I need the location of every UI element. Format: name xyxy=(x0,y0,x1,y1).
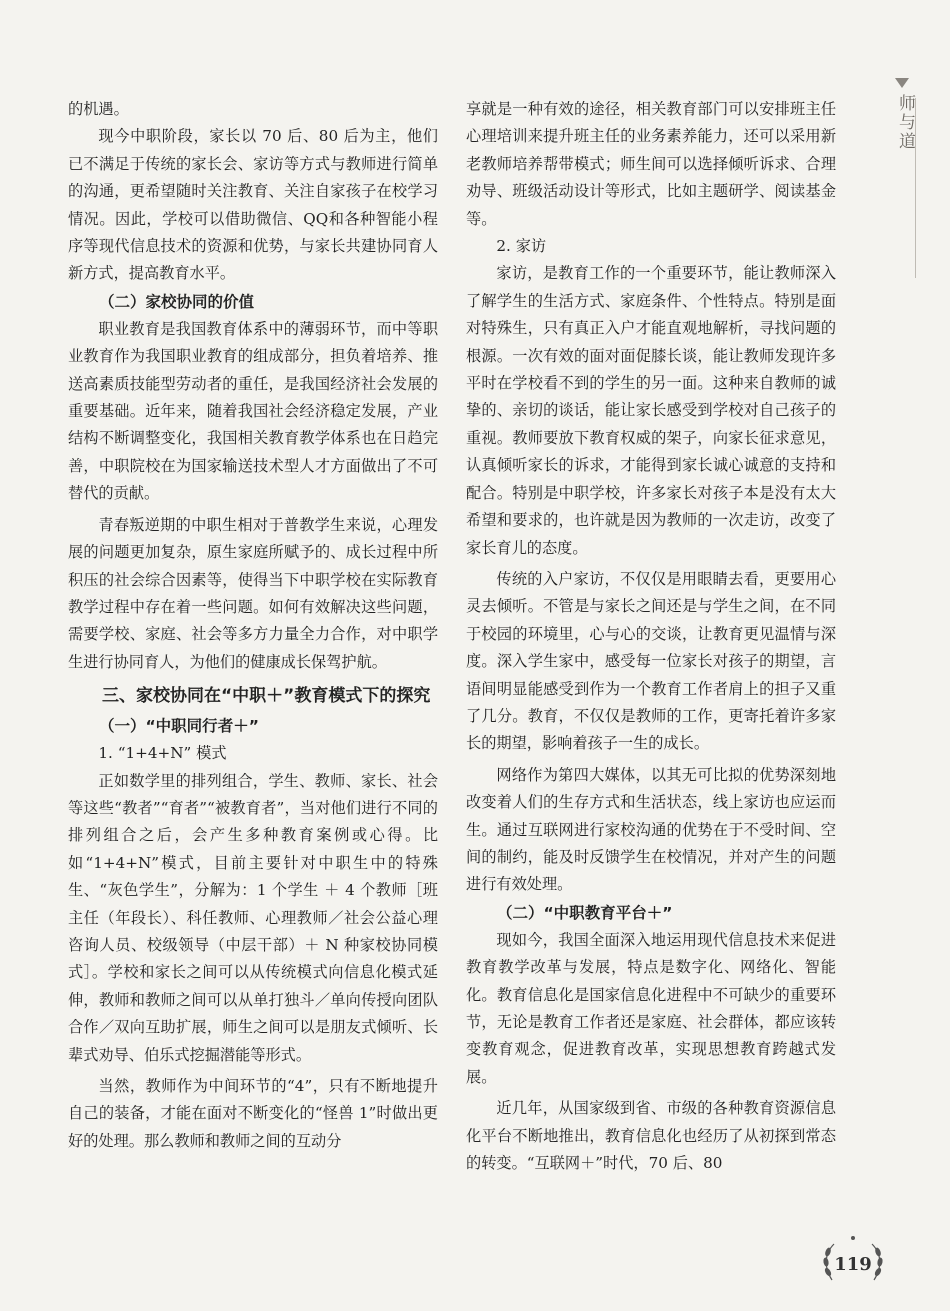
paragraph: 近几年，从国家级到省、市级的各种教育资源信息化平台不断地推出，教育信息化也经历了从初探到常态的转变。“互联网＋”时代，70 后、80 xyxy=(466,1099,836,1173)
page-number: 119 xyxy=(834,1254,872,1275)
paragraph: 现如今，我国全面深入地运用现代信息技术来促进教育教学改革与发展，特点是数字化、网络化、智能化。教育信息化是国家信息化进程中不可缺少的重要环节，无论是教育工作者还是家庭、社会群体，都应该转变教育观念，促进教育改革，实现思想教育跨越式发展。 xyxy=(466,930,836,1086)
paragraph: 青春叛逆期的中职生相对于普教学生来说，心理发展的问题更加复杂，原生家庭所赋予的、成长过程中所积压的社会综合因素等，使得当下中职学校在实际教育教学过程中存在着一些问题。如何有效解决这些问题，需要学校、家庭、社会等多方力量全力合作，对中职学生进行协同育人，为他们的健康成长保驾护航。 xyxy=(68,515,438,671)
paragraph: 享就是一种有效的途径，相关教育部门可以安排班主任心理培训来提升班主任的业务素养能力，还可以采用新老教师培养帮带模式；师生间可以选择倾听诉求、合理劝导、班级活动设计等形式，比如主题研学、阅读基金等。 xyxy=(466,100,836,228)
paragraph: 传统的入户家访，不仅仅是用眼睛去看，更要用心灵去倾听。不管是与家长之间还是与学生之间，在不同于校园的环境里，心与心的交谈，让教育更见温情与深度。深入学生家中，感受每一位家长对孩子的期望，言语间明显能感受到作为一个教育工作者肩上的担子又重了几分。教育，不仅仅是教师的工作，更寄托着许多家长的期望，影响着孩子一生的成长。 xyxy=(466,569,836,753)
paragraph: 家访，是教育工作的一个重要环节，能让教师深入了解学生的生活方式、家庭条件、个性特点。特别是面对特殊生，只有真正入户才能直观地解析，寻找问题的根源。一次有效的面对面促膝长谈，能让教师发现许多平时在学校看不到的学生的另一面。这种来自教师的诚挚的、亲切的谈话，能让家长感受到学校对自己孩子的重视。教师要放下教育权威的架子，向家长征求意见，认真倾听家长的诉求，才能得到家长诚心诚意的支持和配合。特别是中职学校，许多家长对孩子本是没有太大希望和要求的，也许就是因为教师的一次走访，改变了家长育儿的态度。 xyxy=(466,264,836,557)
page-number-badge xyxy=(820,1232,886,1292)
paragraph: 当然，教师作为中间环节的“4”，只有不断地提升自己的装备，才能在面对不断变化的“怪兽 1”时做出更好的处理。那么教师和教师之间的互动分 xyxy=(68,1077,438,1150)
paragraph: 的机遇。 xyxy=(68,100,129,118)
mode-heading: 1. “1+4+N” 模式 xyxy=(98,744,227,763)
paragraph: 现今中职阶段，家长以 70 后、80 后为主，他们已不满足于传统的家长会、家访等方式与教师进行简单的沟通，更希望随时关注教育、关注自家孩子在校学习情况。因此，学校可以借助微信、QQ和各种智能小程序等现代信息技术的资源和优势，与家长共建协同育人新方式，提高教育水平。 xyxy=(68,127,438,283)
subheading-platform: （二）“中职教育平台＋” xyxy=(497,903,673,922)
home-visit-heading: 2. 家访 xyxy=(496,237,547,256)
section-sidebar xyxy=(887,78,923,151)
sidebar-rule xyxy=(915,98,916,278)
section-label: 师与道 xyxy=(895,94,915,151)
subheading-partner: （一）“中职同行者＋” xyxy=(99,717,259,736)
subheading-value: （二）家校协同的价值 xyxy=(99,292,255,311)
triangle-marker-icon xyxy=(895,78,909,88)
right-column xyxy=(466,96,836,1177)
section-heading: 三、家校协同在“中职＋”教育模式下的探究 xyxy=(102,686,431,707)
paragraph: 正如数学里的排列组合，学生、教师、家长、社会等这些“教者”“育者”“被教育者”，当对他们进行不同的排列组合之后，会产生多种教育案例或心得。比如“1+4+N”模式，目前主要针对中职生中的特殊生、“灰色学生”，分解为：1 个学生 ＋ 4 个教师［班主任（年段长）、科任教师、心理教师／社会公益心理咨询人员、校级领导（中层干部）＋ N 种家校协同模式］。学校和家长之间可以从传统模式向信息化模式延伸，教师和教师之间可以从单打独斗／单向传授向团队合作／双向互助扩展，师生之间可以是朋友式倾听、长辈式劝导、伯乐式挖掘潜能等形式。 xyxy=(68,771,438,1064)
left-column xyxy=(68,96,438,1155)
paragraph: 网络作为第四大媒体，以其无可比拟的优势深刻地改变着人们的生存方式和生活状态，线上家访也应运而生。通过互联网进行家校沟通的优势在于不受时间、空间的制约，能及时反馈学生在校情况，并对产生的问题进行有效处理。 xyxy=(466,765,836,894)
paragraph: 职业教育是我国教育体系中的薄弱环节，而中等职业教育作为我国职业教育的组成部分，担负着培养、推送高素质技能型劳动者的重任，是我国经济社会发展的重要基础。近年来，随着我国社会经济稳定发展，产业结构不断调整变化，我国相关教育教学体系也在日趋完善，中职院校在为国家输送技术型人才方面做出了不可替代的贡献。 xyxy=(68,319,438,503)
